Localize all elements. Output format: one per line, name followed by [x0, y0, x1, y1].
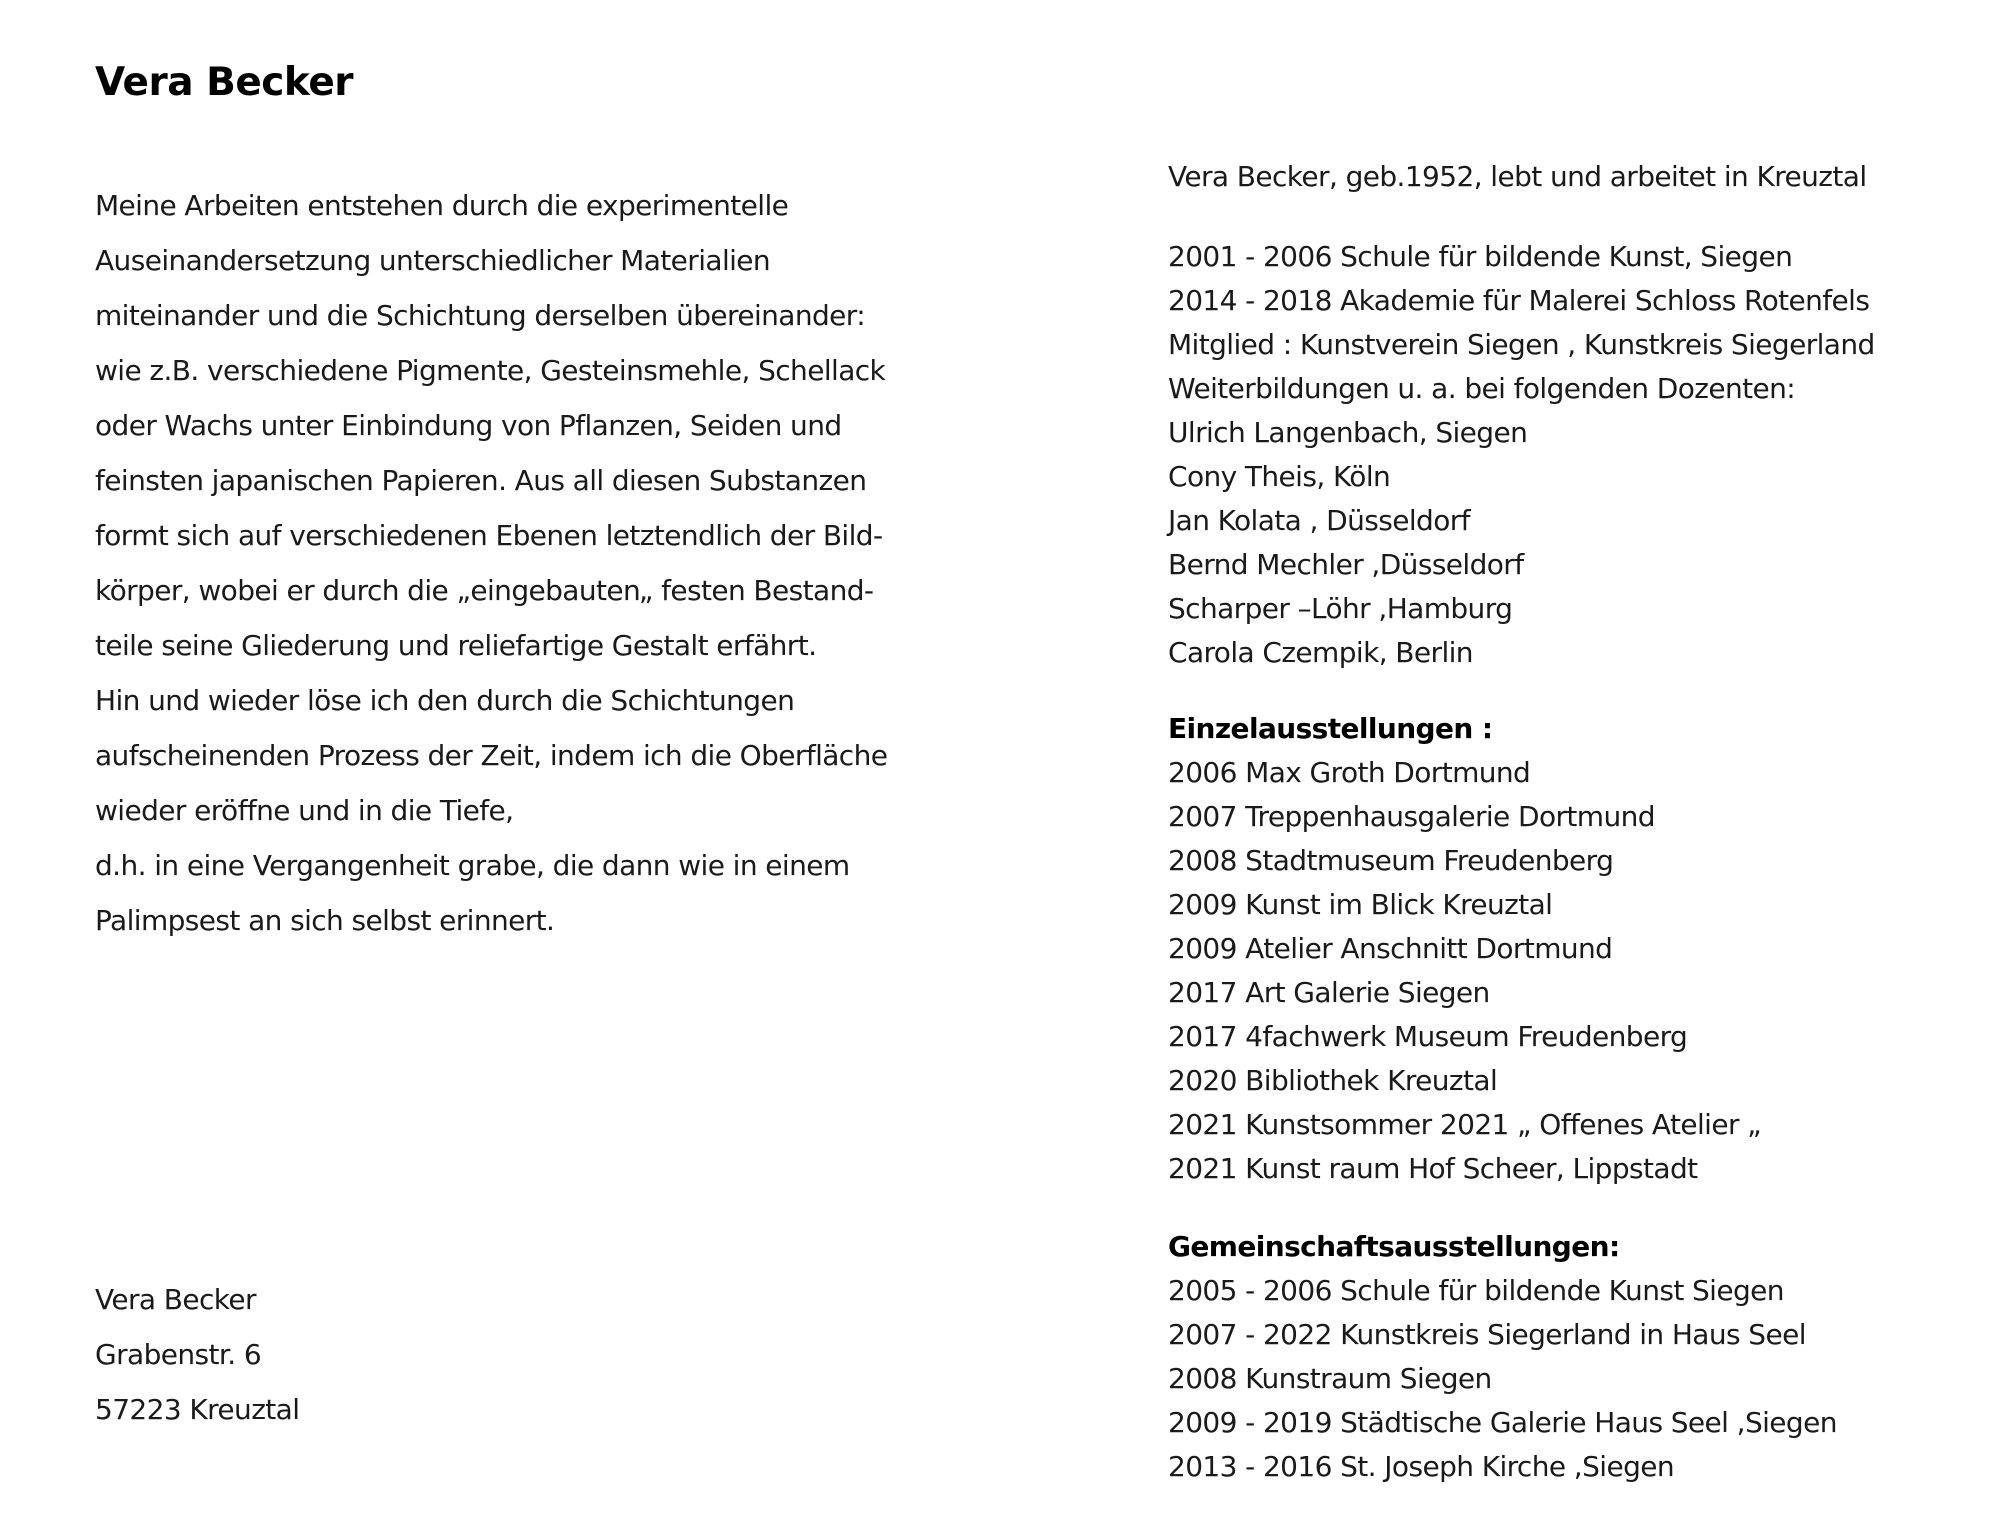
group-exhibitions [1168, 1225, 1968, 1489]
exhibition-item: 2009 Atelier Anschnitt Dortmund [1168, 932, 1613, 965]
statement-line: Auseinandersetzung unterschiedlicher Materialien [95, 244, 771, 277]
bio-item: Jan Kolata , Düsseldorf [1168, 504, 1470, 537]
bio-item: Scharper –Löhr ,Hamburg [1168, 592, 1513, 625]
exhibition-item: 2008 Stadtmuseum Freudenberg [1168, 844, 1614, 877]
statement-line: teile seine Gliederung und reliefartige Gestalt erfährt. [95, 629, 817, 662]
exhibition-item: 2008 Kunstraum Siegen [1168, 1362, 1492, 1395]
bio-item: Mitglied : Kunstverein Siegen , Kunstkreis Siegerland [1168, 328, 1875, 361]
statement-line: miteinander und die Schichtung derselben übereinander: [95, 299, 866, 332]
address-street: Grabenstr. 6 [95, 1338, 262, 1371]
artist-statement [95, 178, 915, 948]
bio-list [1168, 235, 1968, 675]
exhibition-item: 2007 Treppenhausgalerie Dortmund [1168, 800, 1655, 833]
exhibition-item: 2020 Bibliothek Kreuztal [1168, 1064, 1498, 1097]
bio-item: Cony Theis, Köln [1168, 460, 1391, 493]
exhibition-item: 2007 - 2022 Kunstkreis Siegerland in Haus Seel [1168, 1318, 1806, 1351]
exhibition-item: 2006 Max Groth Dortmund [1168, 756, 1531, 789]
statement-line: feinsten japanischen Papieren. Aus all diesen Substanzen [95, 464, 867, 497]
statement-line: wie z.B. verschiedene Pigmente, Gesteinsmehle, Schellack [95, 354, 886, 387]
statement-line: körper, wobei er durch die „eingebauten„ festen Bestand- [95, 574, 874, 607]
statement-line: Meine Arbeiten entstehen durch die experimentelle [95, 189, 789, 222]
bio-item: 2014 - 2018 Akademie für Malerei Schloss Rotenfels [1168, 284, 1870, 317]
exhibition-item: 2017 4fachwerk Museum Freudenberg [1168, 1020, 1688, 1053]
bio-item: Ulrich Langenbach, Siegen [1168, 416, 1528, 449]
exhibition-item: 2021 Kunstsommer 2021 „ Offenes Atelier „ [1168, 1108, 1762, 1141]
statement-line: wieder eröffne und in die Tiefe, [95, 794, 514, 827]
address-city: 57223 Kreuztal [95, 1393, 300, 1426]
solo-exhibitions-heading: Einzelausstellungen : [1168, 712, 1493, 745]
exhibition-item: 2021 Kunst raum Hof Scheer, Lippstadt [1168, 1152, 1698, 1185]
statement-line: Palimpsest an sich selbst erinnert. [95, 904, 555, 937]
bio-item: Weiterbildungen u. a. bei folgenden Dozenten: [1168, 372, 1796, 405]
bio-intro: Vera Becker, geb.1952, lebt und arbeitet in Kreuztal [1168, 160, 1867, 193]
bio-item: Bernd Mechler ,Düsseldorf [1168, 548, 1524, 581]
group-exhibitions-heading: Gemeinschaftsausstellungen: [1168, 1230, 1620, 1263]
exhibition-item: 2009 - 2019 Städtische Galerie Haus Seel ,Siegen [1168, 1406, 1837, 1439]
statement-line: formt sich auf verschiedenen Ebenen letztendlich der Bild- [95, 519, 883, 552]
statement-line: aufscheinenden Prozess der Zeit, indem ich die Oberfläche [95, 739, 888, 772]
biography-column [1168, 155, 1968, 1489]
statement-line: Hin und wieder löse ich den durch die Schichtungen [95, 684, 795, 717]
statement-line: d.h. in eine Vergangenheit grabe, die dann wie in einem [95, 849, 850, 882]
bio-item: 2001 - 2006 Schule für bildende Kunst, Siegen [1168, 240, 1793, 273]
statement-line: oder Wachs unter Einbindung von Pflanzen, Seiden und [95, 409, 842, 442]
exhibition-item: 2013 - 2016 St. Joseph Kirche ,Siegen [1168, 1450, 1675, 1483]
contact-address [95, 1272, 299, 1437]
bio-item: Carola Czempik, Berlin [1168, 636, 1473, 669]
exhibition-item: 2017 Art Galerie Siegen [1168, 976, 1490, 1009]
page-title: Vera Becker [95, 60, 353, 105]
exhibition-item: 2009 Kunst im Blick Kreuztal [1168, 888, 1553, 921]
exhibition-item: 2005 - 2006 Schule für bildende Kunst Siegen [1168, 1274, 1784, 1307]
address-name: Vera Becker [95, 1283, 256, 1316]
solo-exhibitions [1168, 707, 1968, 1191]
